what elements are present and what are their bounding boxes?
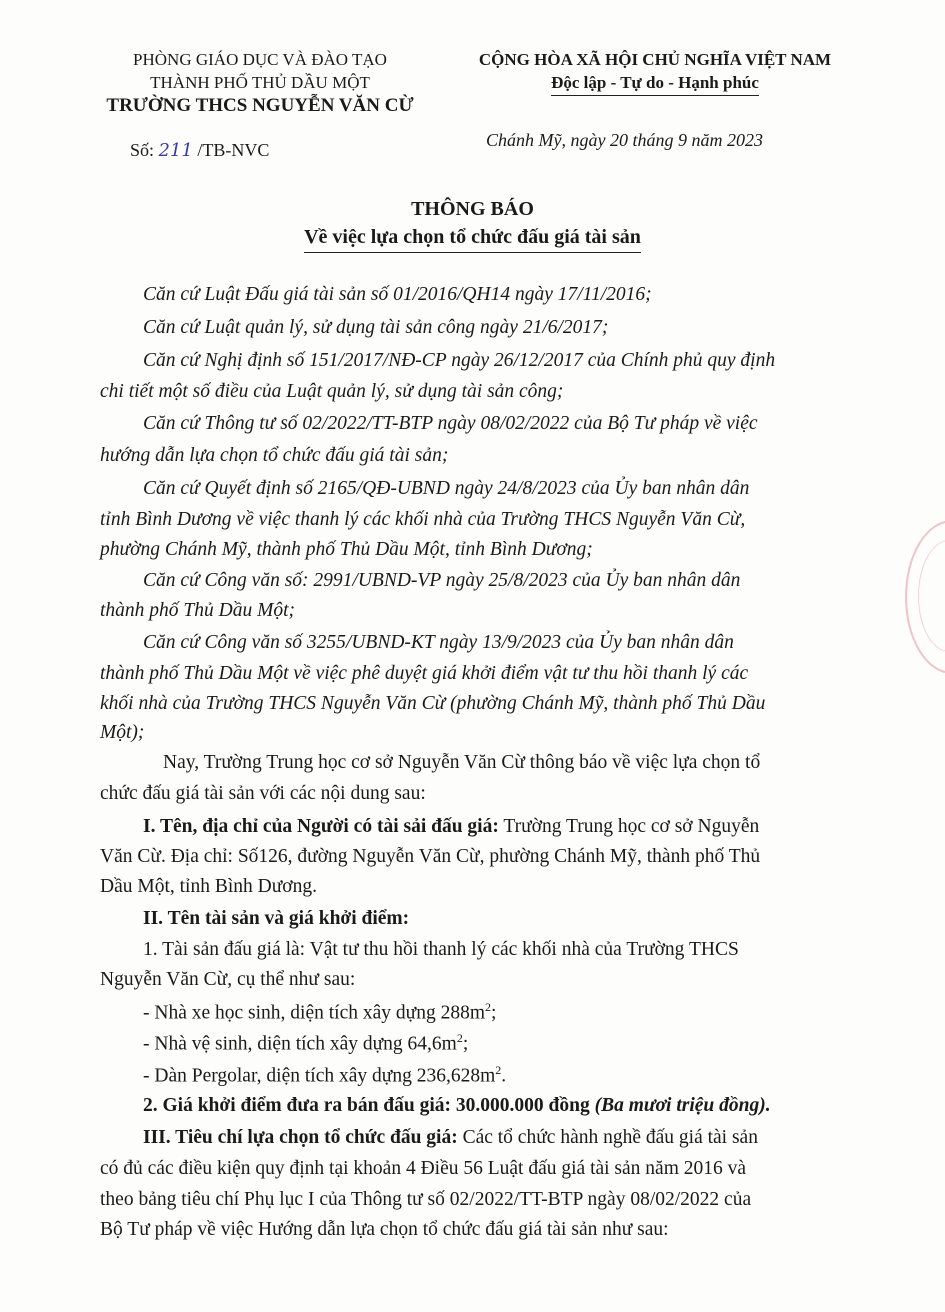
section-1-line: Dầu Một, tỉnh Bình Dương. [100, 876, 317, 897]
country-name: CỘNG HÒA XÃ HỘI CHỦ NGHĨA VIỆT NAM [478, 50, 832, 69]
basis-line: tỉnh Bình Dương về việc thanh lý các khối nhà của Trường THCS Nguyễn Văn Cừ, [100, 509, 746, 530]
asset-end: . [501, 1065, 507, 1087]
agency-line-1: PHÒNG GIÁO DỤC VÀ ĐÀO TẠO [133, 50, 387, 69]
document-title: THÔNG BÁO [411, 198, 534, 220]
number-suffix: /TB-NVC [197, 140, 270, 160]
basis-line: chi tiết một số điều của Luật quản lý, sử dụng tài sản công; [100, 381, 564, 402]
starting-price-line [143, 1095, 771, 1117]
basis-line: Căn cứ Quyết định số 2165/QĐ-UBND ngày 24/8/2023 của Ủy ban nhân dân [143, 478, 750, 499]
asset-end: ; [491, 1002, 497, 1024]
asset-unit-sup: 2 [456, 1031, 463, 1045]
document-subtitle: Về việc lựa chọn tổ chức đấu giá tài sản [304, 226, 641, 253]
issuing-agency [60, 48, 460, 117]
agency-line-2: THÀNH PHỐ THỦ DẦU MỘT [150, 73, 370, 92]
basis-line: Căn cứ Luật quản lý, sử dụng tài sản công ngày 21/6/2017; [143, 317, 609, 338]
basis-line: Căn cứ Công văn số 3255/UBND-KT ngày 13/9/2023 của Ủy ban nhân dân [143, 632, 734, 653]
section-3-line: Bộ Tư pháp về việc Hướng dẫn lựa chọn tổ chức đấu giá tài sản như sau: [100, 1219, 669, 1240]
section-3-line [143, 1127, 758, 1149]
section-1-line: Văn Cừ. Địa chỉ: Số126, đường Nguyễn Văn Cừ, phường Chánh Mỹ, thành phố Thủ [100, 846, 761, 867]
asset-item [143, 1063, 506, 1088]
starting-price-words: (Ba mươi triệu đồng). [594, 1095, 771, 1116]
section-3-text: Các tổ chức hành nghề đấu giá tài sản [457, 1127, 758, 1148]
section-3-line: có đủ các điều kiện quy định tại khoản 4 Điều 56 Luật đấu giá tài sản năm 2016 và [100, 1158, 747, 1179]
document-subtitle-wrap [0, 226, 945, 253]
handwritten-number: 211 [158, 140, 193, 161]
school-name: TRƯỜNG THCS NGUYỄN VĂN CỪ [106, 95, 414, 116]
section-1-text: Trường Trung học cơ sở Nguyễn [498, 816, 760, 837]
national-motto: Độc lập - Tự do - Hạnh phúc [551, 71, 759, 96]
national-heading [440, 48, 870, 96]
basis-line: Căn cứ Thông tư số 02/2022/TT-BTP ngày 08/02/2022 của Bộ Tư pháp về việc [143, 413, 758, 434]
basis-line: thành phố Thủ Dầu Một; [100, 600, 295, 621]
section-1-line [143, 816, 759, 838]
section-2-line: Nguyễn Văn Cừ, cụ thể như sau: [100, 969, 356, 990]
asset-item [143, 1000, 496, 1025]
intro-line: Nay, Trường Trung học cơ sở Nguyễn Văn Cừ thông báo về việc lựa chọn tổ [163, 752, 761, 773]
basis-line: khối nhà của Trường THCS Nguyễn Văn Cừ (phường Chánh Mỹ, thành phố Thủ Dầu [100, 693, 766, 714]
asset-unit-sup: 2 [495, 1063, 502, 1077]
document-date: Chánh Mỹ, ngày 20 tháng 9 năm 2023 [486, 130, 763, 150]
document-number [130, 140, 269, 161]
section-1-heading: I. Tên, địa chỉ của Người có tài sải đấu giá: [143, 816, 499, 837]
basis-line: Một); [100, 722, 145, 743]
basis-line: Căn cứ Nghị định số 151/2017/NĐ-CP ngày 26/12/2017 của Chính phủ quy định [143, 350, 776, 371]
section-3-heading: III. Tiêu chí lựa chọn tổ chức đấu giá: [143, 1127, 458, 1148]
section-2-line: 1. Tài sản đấu giá là: Vật tư thu hồi thanh lý các khối nhà của Trường THCS [143, 939, 739, 960]
basis-line: thành phố Thủ Dầu Một về việc phê duyệt giá khởi điểm vật tư thu hồi thanh lý các [100, 663, 749, 684]
asset-end: ; [462, 1033, 469, 1055]
basis-line: hướng dẫn lựa chọn tổ chức đấu giá tài sản; [100, 445, 449, 466]
asset-unit-sup: 2 [485, 1000, 492, 1014]
asset-text: - Nhà vệ sinh, diện tích xây dựng 64,6m [143, 1033, 457, 1055]
section-2-heading: II. Tên tài sản và giá khởi điểm: [143, 908, 410, 929]
section-3-line: theo bảng tiêu chí Phụ lục I của Thông tư số 02/2022/TT-BTP ngày 08/02/2022 của [100, 1189, 752, 1210]
asset-text: - Dàn Pergolar, diện tích xây dựng 236,628m [143, 1065, 496, 1087]
number-prefix: Số: [130, 140, 155, 160]
basis-line: Căn cứ Luật Đấu giá tài sản số 01/2016/QH14 ngày 17/11/2016; [143, 284, 652, 305]
basis-line: Căn cứ Công văn số: 2991/UBND-VP ngày 25/8/2023 của Ủy ban nhân dân [143, 570, 741, 591]
intro-line: chức đấu giá tài sản với các nội dung sau: [100, 783, 426, 804]
asset-text: - Nhà xe học sinh, diện tích xây dựng 288m [143, 1002, 486, 1024]
basis-line: phường Chánh Mỹ, thành phố Thủ Dầu Một, tỉnh Bình Dương; [100, 539, 593, 560]
starting-price: 2. Giá khởi điểm đưa ra bán đấu giá: 30.000.000 đồng [143, 1095, 590, 1116]
asset-item [143, 1031, 468, 1056]
